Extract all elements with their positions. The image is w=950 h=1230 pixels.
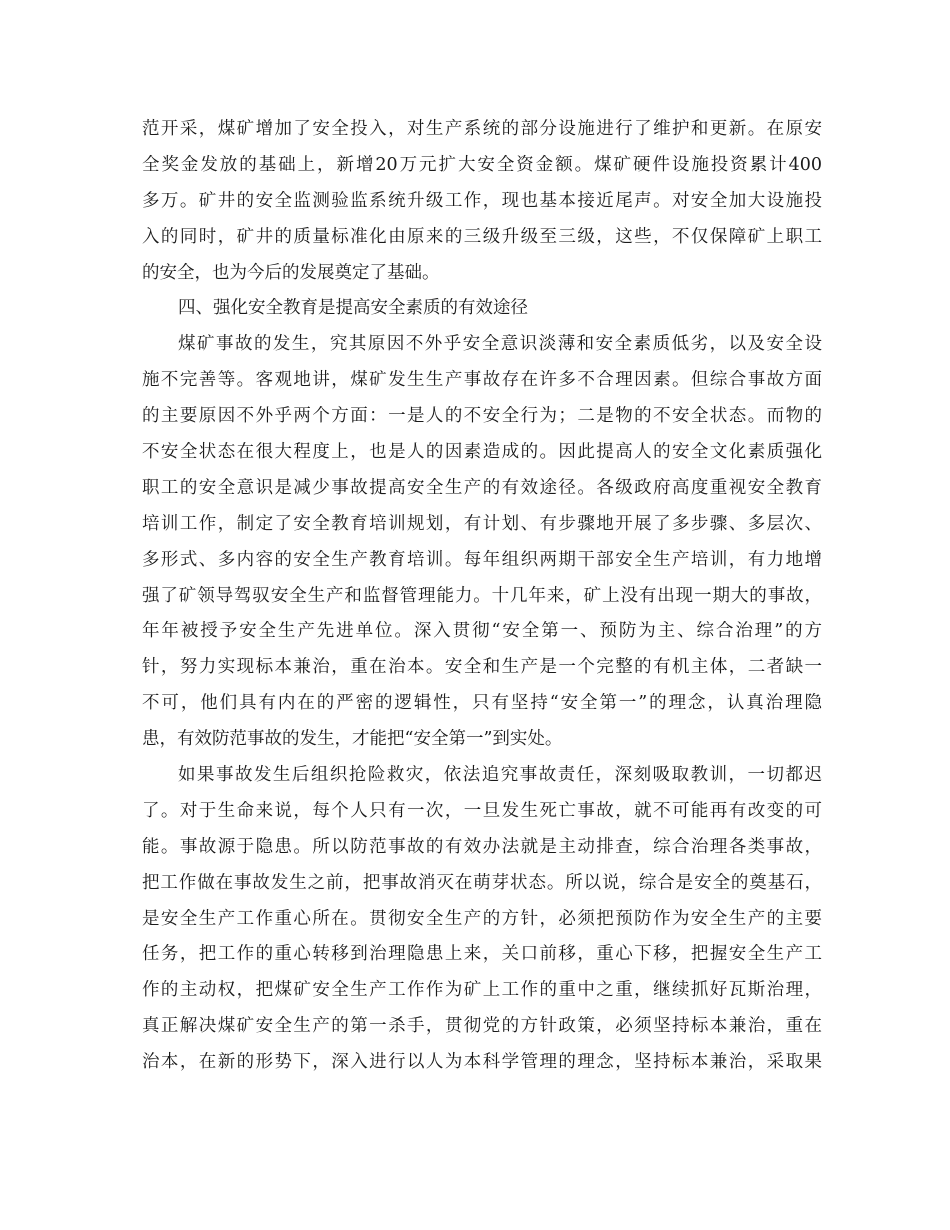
body-line: 年年被授予安全生产先进单位。深入贯彻“安全第一、预防为主、综合治理”的方 <box>142 621 822 642</box>
body-line: 范开采，煤矿增加了安全投入，对生产系统的部分设施进行了维护和更新。在原安 <box>142 119 822 139</box>
body-line: 的安全，也为今后的发展奠定了基础。 <box>142 262 440 283</box>
body-line: 任务，把工作的重心转移到治理隐患上来，关口前移，重心下移，把握安全生产工 <box>142 944 822 965</box>
body-line: 能。事故源于隐患。所以防范事故的有效办法就是主动排查，综合治理各类事故， <box>142 836 822 857</box>
body-line: 入的同时，矿井的质量标准化由原来的三级升级至三级，这些，不仅保障矿上职工 <box>142 226 822 247</box>
body-line: 治本，在新的形势下，深入进行以人为本科学管理的理念，坚持标本兼治，采取果 <box>142 1052 822 1073</box>
body-line: 作的主动权，把煤矿安全生产工作作为矿上工作的重中之重，继续抓好瓦斯治理， <box>142 980 822 1001</box>
section-heading: 四、强化安全教育是提高安全素质的有效途径 <box>178 298 528 319</box>
body-line: 强了矿领导驾驭安全生产和监督管理能力。十几年来，矿上没有出现一期大的事故， <box>142 585 822 606</box>
body-line: 全奖金发放的基础上，新增20万元扩大安全资金额。煤矿硬件设施投资累计400 <box>142 154 822 175</box>
body-line: 真正解决煤矿安全生产的第一杀手，贯彻党的方针政策，必须坚持标本兼治，重在 <box>142 1016 822 1037</box>
body-line: 职工的安全意识是减少事故提高安全生产的有效途径。各级政府高度重视安全教育 <box>142 477 822 498</box>
document-body <box>142 112 822 1081</box>
body-line: 患，有效防范事故的发生，才能把“安全第一”到实处。 <box>142 729 563 750</box>
paragraph-first-line: 如果事故发生后组织抢险救灾，依法追究事故责任，深刻吸取教训，一切都迟 <box>178 765 822 786</box>
body-line: 多万。矿井的安全监测验监系统升级工作，现也基本接近尾声。对安全加大设施投 <box>142 190 822 211</box>
body-line: 培训工作，制定了安全教育培训规划，有计划、有步骤地开展了多步骤、多层次、 <box>142 513 822 534</box>
body-line: 的主要原因不外乎两个方面：一是人的不安全行为；二是物的不安全状态。而物的 <box>142 406 822 427</box>
body-line: 了。对于生命来说，每个人只有一次，一旦发生死亡事故，就不可能再有改变的可 <box>142 800 822 821</box>
body-line: 把工作做在事故发生之前，把事故消灭在萌芽状态。所以说，综合是安全的奠基石， <box>142 872 822 893</box>
body-line: 施不完善等。客观地讲，煤矿发生生产事故存在许多不合理因素。但综合事故方面 <box>142 370 822 391</box>
paragraph-first-line: 煤矿事故的发生，究其原因不外乎安全意识淡薄和安全素质低劣，以及安全设 <box>178 334 822 355</box>
body-line: 针，努力实现标本兼治，重在治本。安全和生产是一个完整的有机主体，二者缺一 <box>142 657 822 678</box>
body-line: 是安全生产工作重心所在。贯彻安全生产的方针，必须把预防作为安全生产的主要 <box>142 908 822 929</box>
body-line: 不安全状态在很大程度上，也是人的因素造成的。因此提高人的安全文化素质强化 <box>142 442 822 463</box>
body-line: 不可，他们具有内在的严密的逻辑性，只有坚持“安全第一”的理念，认真治理隐 <box>142 693 822 714</box>
body-line: 多形式、多内容的安全生产教育培训。每年组织两期干部安全生产培训，有力地增 <box>142 549 822 570</box>
